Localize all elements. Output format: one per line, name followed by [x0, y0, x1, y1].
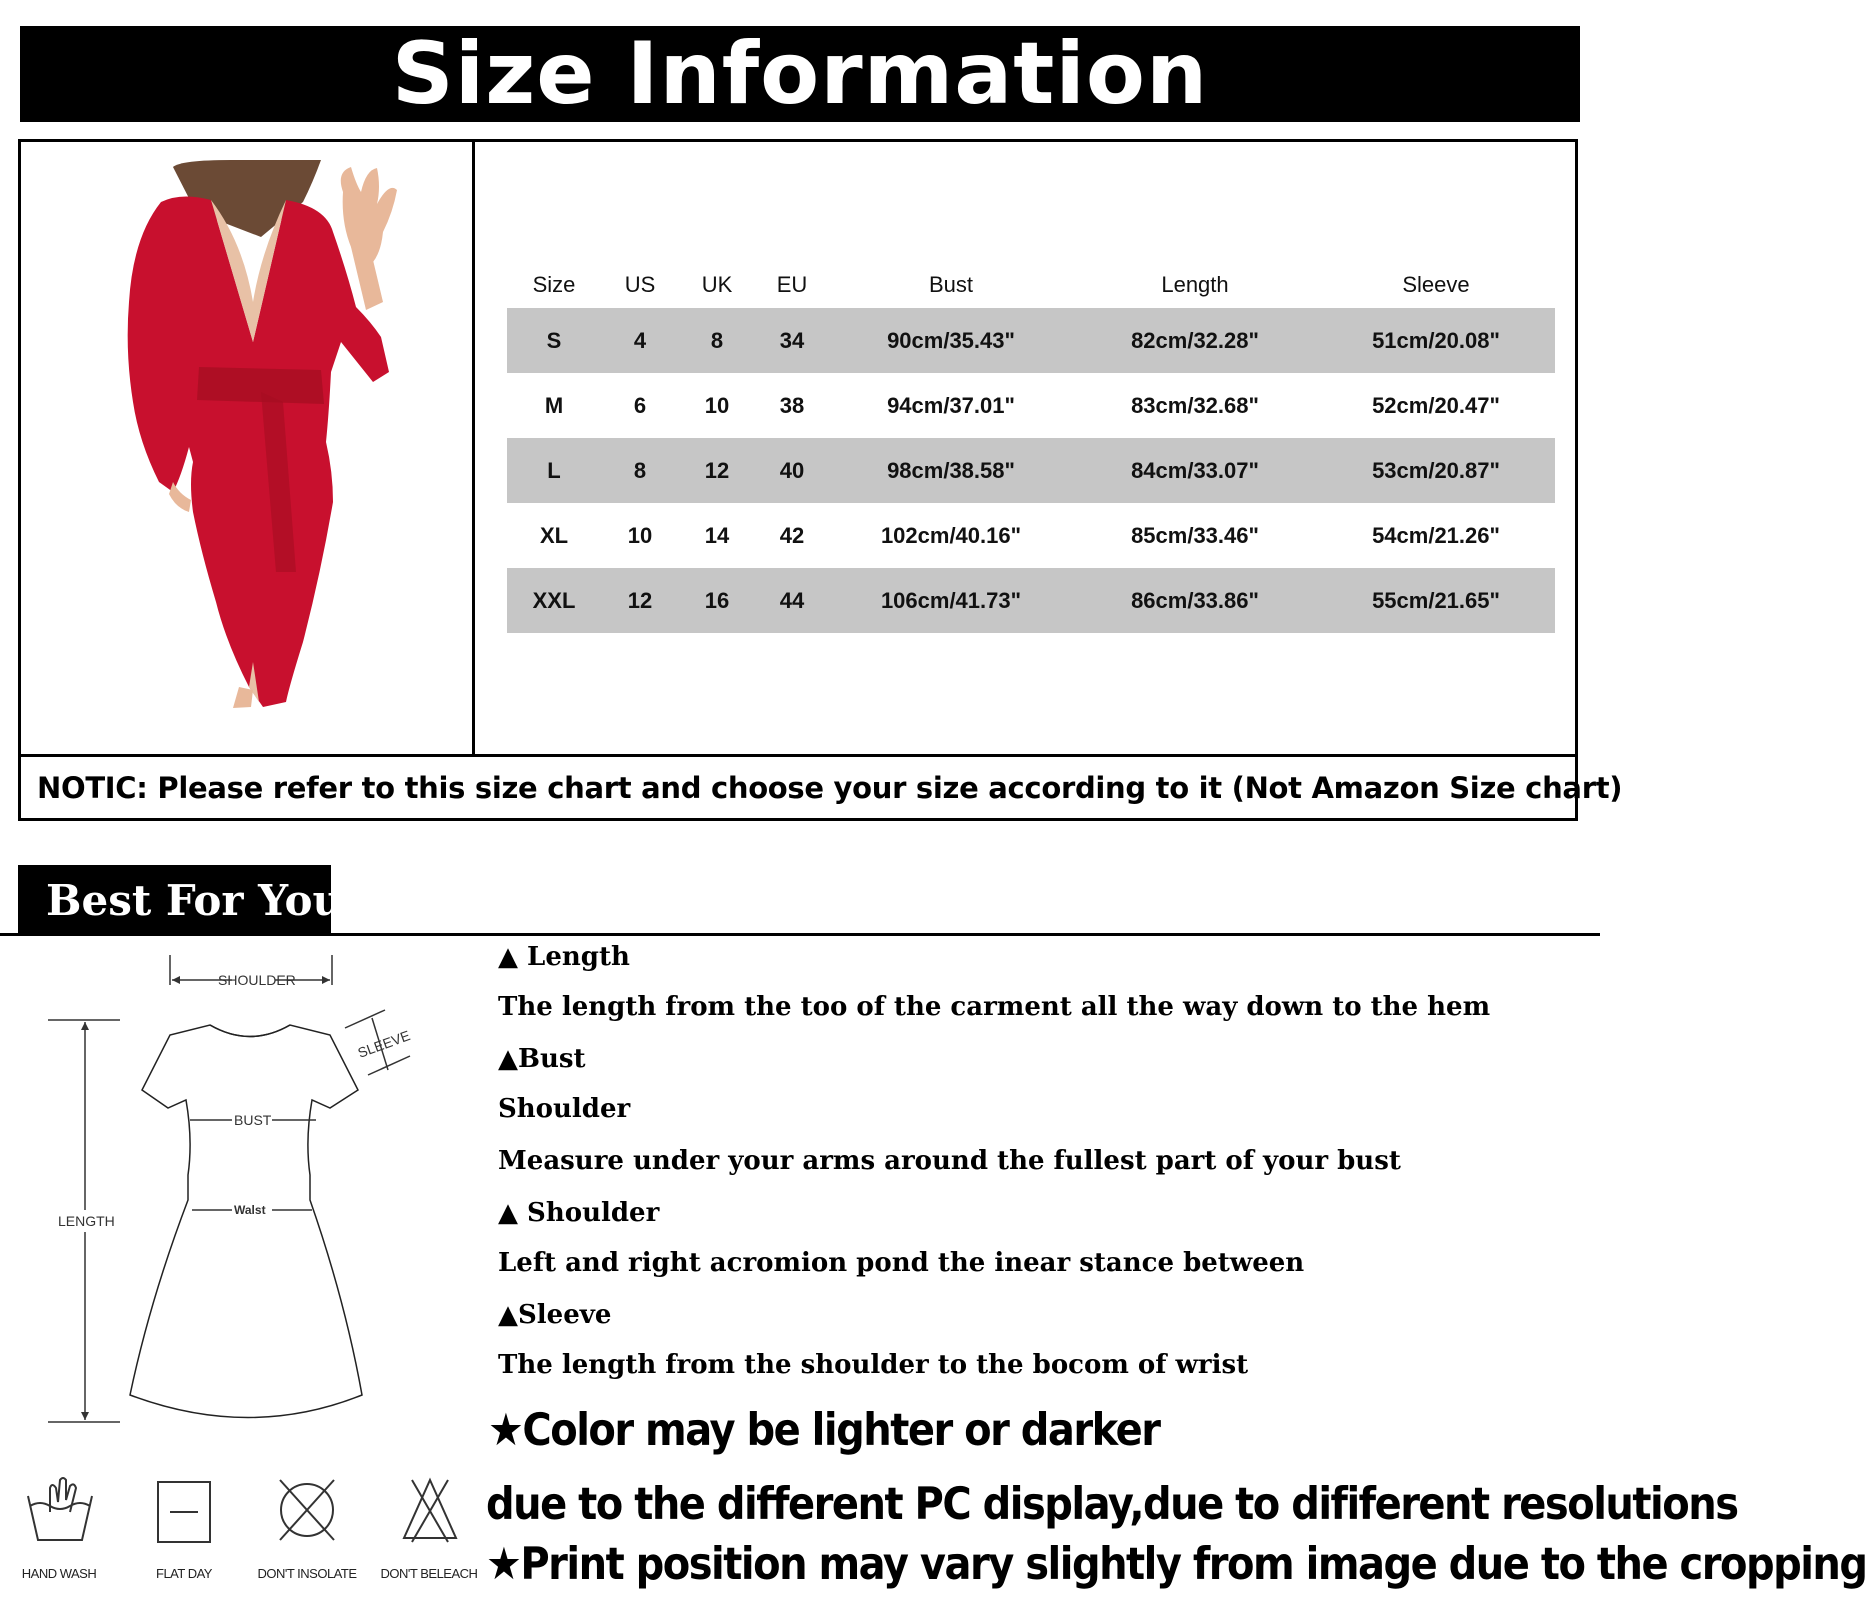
shoulder-subheading: Shoulder: [498, 1094, 631, 1124]
shoulder-description: Left and right acromion pond the inear stance between: [498, 1248, 1305, 1278]
table-cell: 84cm/33.07": [1073, 438, 1317, 503]
bust-heading: ▲Bust: [498, 1044, 586, 1074]
table-row: [507, 373, 1555, 438]
color-note: ★Color may be lighter or darker: [488, 1404, 1160, 1457]
table-cell: XL: [539, 522, 569, 548]
table-header-row: [507, 262, 1555, 308]
notice-row: [21, 754, 1623, 818]
table-cell: 34: [755, 308, 829, 373]
table-cell: 51cm/20.08": [1317, 308, 1555, 373]
table-cell: 10: [704, 392, 730, 418]
table-cell: 53cm/20.87": [1317, 438, 1555, 503]
notice-text: NOTIC: Please refer to this size chart and choose your size according to it (Not Amazon Size chart): [37, 770, 1623, 805]
hand-wash-icon: [22, 1472, 98, 1544]
shoulder-label: SHOULDER: [218, 972, 296, 988]
table-cell: S: [507, 308, 601, 373]
table-cell: XXL: [507, 568, 601, 633]
care-label: DON'T INSOLATE: [257, 1566, 357, 1581]
table-row: [507, 438, 1555, 503]
table-cell: 40: [755, 438, 829, 503]
table-cell: 82cm/32.28": [1073, 308, 1317, 373]
table-cell: 16: [679, 568, 755, 633]
sleeve-description: The length from the shoulder to the bocom of wrist: [498, 1350, 1249, 1380]
table-cell: 8: [601, 438, 679, 503]
table-cell: 38: [779, 392, 805, 418]
section-title: Best For You: [46, 875, 344, 925]
column-header: EU: [776, 272, 808, 297]
page-title: Size Information: [391, 24, 1209, 124]
title-banner: [20, 26, 1580, 122]
do-not-bleach-icon: [400, 1476, 460, 1544]
section-divider: [0, 933, 1600, 936]
table-cell: 10: [627, 522, 653, 548]
table-cell: 8: [679, 308, 755, 373]
column-header: Bust: [928, 272, 974, 297]
table-cell: L: [507, 438, 601, 503]
length-description: The length from the too of the carment all the way down to the hem: [498, 992, 1491, 1022]
waist-label: Walst: [234, 1203, 266, 1217]
table-cell: 6: [633, 392, 647, 418]
table-cell: M: [544, 392, 564, 418]
table-cell: 83cm/32.68": [1131, 392, 1259, 418]
table-cell: 55cm/21.65": [1317, 568, 1555, 633]
do-not-tumble-icon: [276, 1476, 338, 1544]
shoulder-heading: ▲ Shoulder: [498, 1198, 660, 1228]
table-cell: 52cm/20.47": [1372, 392, 1500, 418]
table-cell: 12: [601, 568, 679, 633]
table-cell: 85cm/33.46": [1131, 522, 1259, 548]
table-cell: 4: [601, 308, 679, 373]
column-header: UK: [701, 272, 733, 297]
size-table: [507, 262, 1555, 633]
table-cell: 94cm/37.01": [887, 392, 1015, 418]
column-header: US: [624, 272, 656, 297]
length-heading: ▲ Length: [498, 942, 630, 972]
table-row: [507, 308, 1555, 373]
care-label: FLAT DAY: [156, 1566, 212, 1581]
bust-label: BUST: [234, 1112, 272, 1128]
print-note: ★Print position may vary slightly from image due to the cropping: [486, 1538, 1867, 1591]
table-cell: 44: [755, 568, 829, 633]
column-header: Length: [1161, 272, 1229, 297]
measurement-diagram: [0, 940, 460, 1440]
table-cell: 102cm/40.16": [880, 522, 1022, 548]
table-row: [507, 503, 1555, 568]
table-cell: 14: [704, 522, 730, 548]
bust-description: Measure under your arms around the fullest part of your bust: [498, 1146, 1401, 1176]
sleeve-label: SLEEVE: [355, 1027, 413, 1061]
table-cell: 98cm/38.58": [829, 438, 1073, 503]
table-cell: 42: [779, 522, 805, 548]
table-cell: 12: [679, 438, 755, 503]
red-dress-illustration: [21, 142, 472, 754]
product-photo: [21, 142, 475, 754]
best-for-you-tab: [18, 865, 344, 935]
column-header: Size: [532, 272, 576, 297]
display-note: due to the different PC display,due to dififerent resolutions: [486, 1478, 1738, 1531]
sleeve-heading: ▲Sleeve: [498, 1300, 612, 1330]
table-cell: 86cm/33.86": [1073, 568, 1317, 633]
column-header: Sleeve: [1402, 272, 1470, 297]
table-row: [507, 568, 1555, 633]
length-label: LENGTH: [58, 1213, 115, 1229]
flat-dry-icon: [156, 1480, 212, 1544]
table-cell: 54cm/21.26": [1372, 522, 1500, 548]
table-cell: 106cm/41.73": [829, 568, 1073, 633]
care-label: HAND WASH: [21, 1566, 97, 1581]
table-cell: 90cm/35.43": [829, 308, 1073, 373]
care-label: DON'T BELEACH: [380, 1566, 478, 1581]
